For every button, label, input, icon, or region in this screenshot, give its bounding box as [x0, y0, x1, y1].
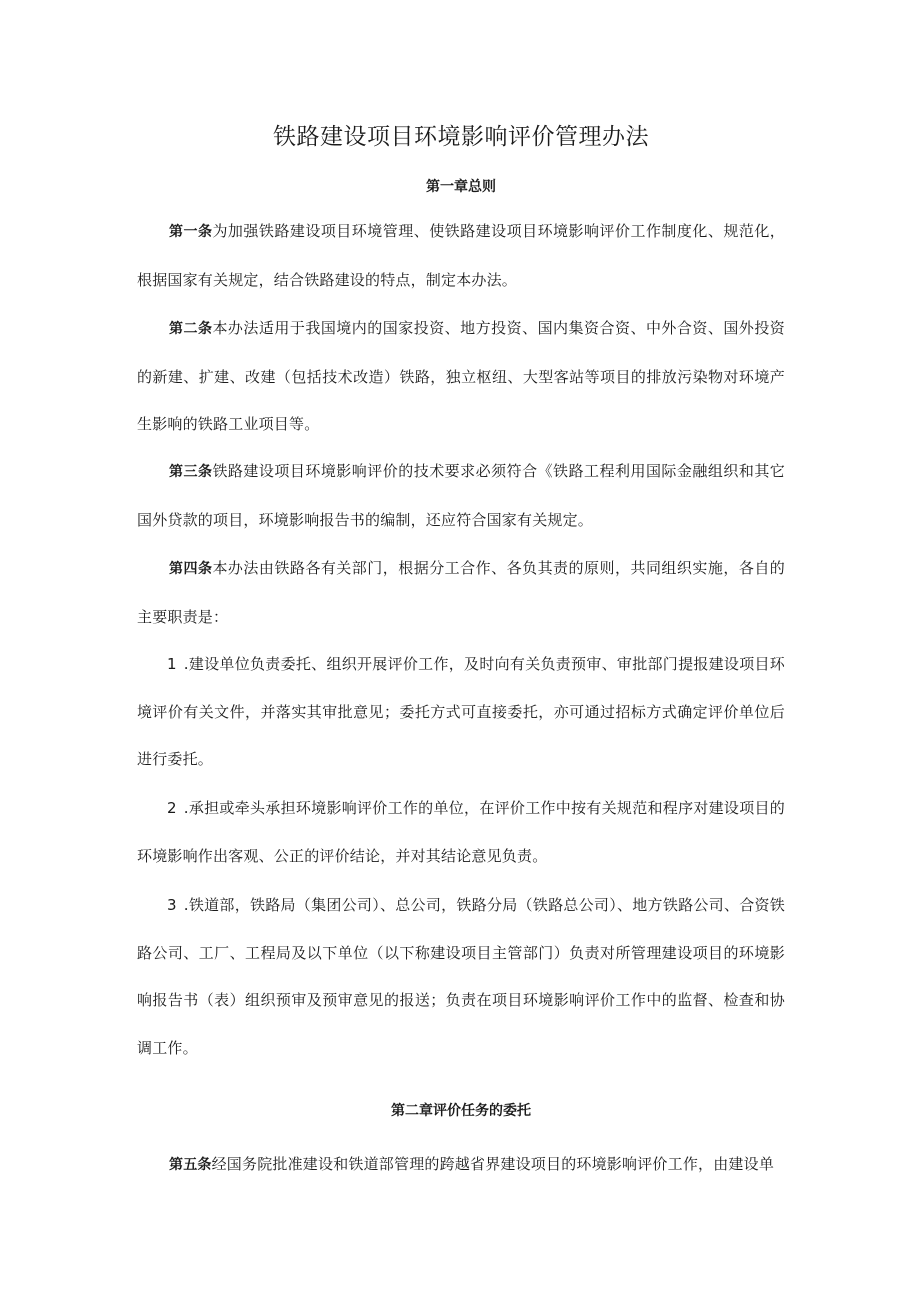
article-4-text: 本办法由铁路各有关部门，根据分工合作、各负其责的原则，共同组织实施，各自的主要职责是： — [137, 559, 785, 626]
article-2-text: 本办法适用于我国境内的国家投资、地方投资、国内集资合资、中外合资、国外投资的新建、扩建、改建（包括技术改造）铁路，独立枢纽、大型客站等项目的排放污染物对环境产生影响的铁路工业项目等。 — [137, 319, 785, 433]
article-3-lead: 第三条 — [169, 464, 213, 480]
article-1 — [137, 208, 785, 304]
article-5-text: 经国务院批准建设和铁道部管理的跨越省界建设项目的环境影响评价工作，由建设单 — [211, 1155, 775, 1173]
list-item-3-text: .铁道部，铁路局（集团公司）、总公司，铁路分局（铁路总公司）、地方铁路公司、合资铁路公司、工厂、工程局及以下单位（以下称建设项目主管部门）负责对所管理建设项目的环境影响报告书（表）组织预审及预审意见的报送；负责在项目环境影响评价工作中的监督、检查和协调工作。 — [137, 896, 785, 1057]
article-5 — [137, 1141, 785, 1190]
article-1-lead: 第一条 — [169, 224, 213, 240]
chapter-1-heading: 第一章总则 — [426, 179, 496, 195]
chapter-2-heading: 第二章评价任务的委托 — [391, 1103, 531, 1119]
list-item-2-number: 2 — [167, 799, 177, 817]
article-3-text: 铁路建设项目环境影响评价的技术要求必须符合《铁路工程利用国际金融组织和其它国外贷款的项目，环境影响报告书的编制，还应符合国家有关规定。 — [137, 462, 785, 529]
list-item-2-text: .承担或牵头承担环境影响评价工作的单位，在评价工作中按有关规范和程序对建设项目的环境影响作出客观、公正的评价结论，并对其结论意见负责。 — [137, 799, 785, 865]
document-page — [137, 0, 785, 1301]
article-4 — [137, 545, 785, 641]
document-title: 铁路建设项目环境影响评价管理办法 — [273, 124, 649, 150]
article-2-lead: 第二条 — [169, 321, 213, 337]
list-item-2 — [137, 785, 785, 880]
article-3 — [137, 448, 785, 544]
article-4-lead: 第四条 — [169, 561, 213, 577]
list-item-1-text: .建设单位负责委托、组织开展评价工作，及时向有关负责预审、审批部门提报建设项目环境评价有关文件，并落实其审批意见；委托方式可直接委托，亦可通过招标方式确定评价单位后进行委托。 — [137, 655, 785, 768]
article-5-lead: 第五条 — [169, 1157, 212, 1173]
list-item-1-number: 1 — [167, 655, 177, 673]
article-1-text: 为加强铁路建设项目环境管理、使铁路建设项目环境影响评价工作制度化、规范化，根据国家有关规定，结合铁路建设的特点，制定本办法。 — [137, 222, 785, 289]
list-item-3-number: 3 — [167, 896, 177, 914]
list-item-3 — [137, 882, 785, 1072]
article-2 — [137, 305, 785, 449]
list-item-1 — [137, 641, 785, 784]
